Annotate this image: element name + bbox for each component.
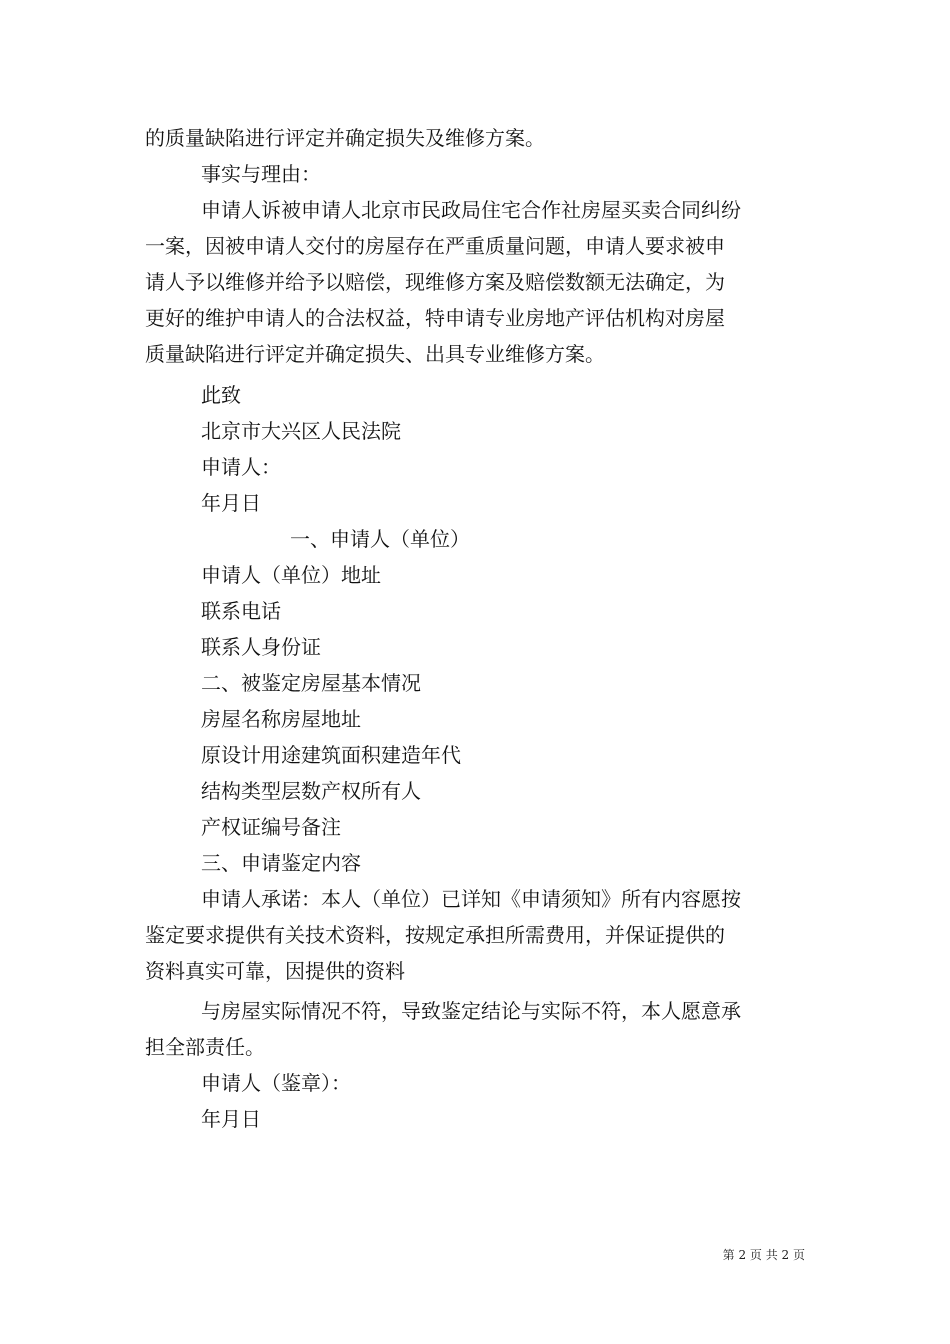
text-line: 联系人身份证 — [201, 635, 321, 659]
text-line: 事实与理由： — [201, 162, 321, 186]
page-footer: 第 2 页 共 2 页 — [722, 1248, 805, 1262]
text-line: 原设计用途建筑面积建造年代 — [201, 743, 461, 767]
text-line: 申请人承诺：本人（单位）已详知《申请须知》所有内容愿按 — [201, 887, 741, 911]
text-line: 的质量缺陷进行评定并确定损失及维修方案。 — [145, 126, 545, 150]
text-line: 资料真实可靠，因提供的资料 — [145, 959, 405, 983]
text-line: 联系电话 — [201, 599, 281, 623]
text-line: 申请人（单位）地址 — [201, 563, 381, 587]
text-line: 请人予以维修并给予以赔偿，现维修方案及赔偿数额无法确定，为 — [145, 270, 725, 294]
section-heading: 一、申请人（单位） — [290, 527, 470, 551]
text-line: 此致 — [201, 383, 241, 407]
text-line: 北京市大兴区人民法院 — [201, 419, 401, 443]
section-heading: 二、被鉴定房屋基本情况 — [201, 671, 421, 695]
text-line: 鉴定要求提供有关技术资料，按规定承担所需费用，并保证提供的 — [145, 923, 725, 947]
text-line: 年月日 — [201, 1107, 261, 1131]
text-line: 房屋名称房屋地址 — [201, 707, 361, 731]
text-line: 一案，因被申请人交付的房屋存在严重质量问题，申请人要求被申 — [145, 234, 725, 258]
text-line: 更好的维护申请人的合法权益，特申请专业房地产评估机构对房屋 — [145, 306, 725, 330]
text-line: 与房屋实际情况不符，导致鉴定结论与实际不符，本人愿意承 — [201, 999, 741, 1023]
text-line: 结构类型层数产权所有人 — [201, 779, 421, 803]
text-line: 申请人（鉴章）： — [201, 1071, 351, 1095]
text-line: 质量缺陷进行评定并确定损失、出具专业维修方案。 — [145, 342, 605, 366]
text-line: 年月日 — [201, 491, 261, 515]
text-line: 申请人： — [201, 455, 281, 479]
text-line: 产权证编号备注 — [201, 815, 341, 839]
text-line: 申请人诉被申请人北京市民政局住宅合作社房屋买卖合同纠纷 — [201, 198, 741, 222]
section-heading: 三、申请鉴定内容 — [201, 851, 361, 875]
text-line: 担全部责任。 — [145, 1035, 265, 1059]
